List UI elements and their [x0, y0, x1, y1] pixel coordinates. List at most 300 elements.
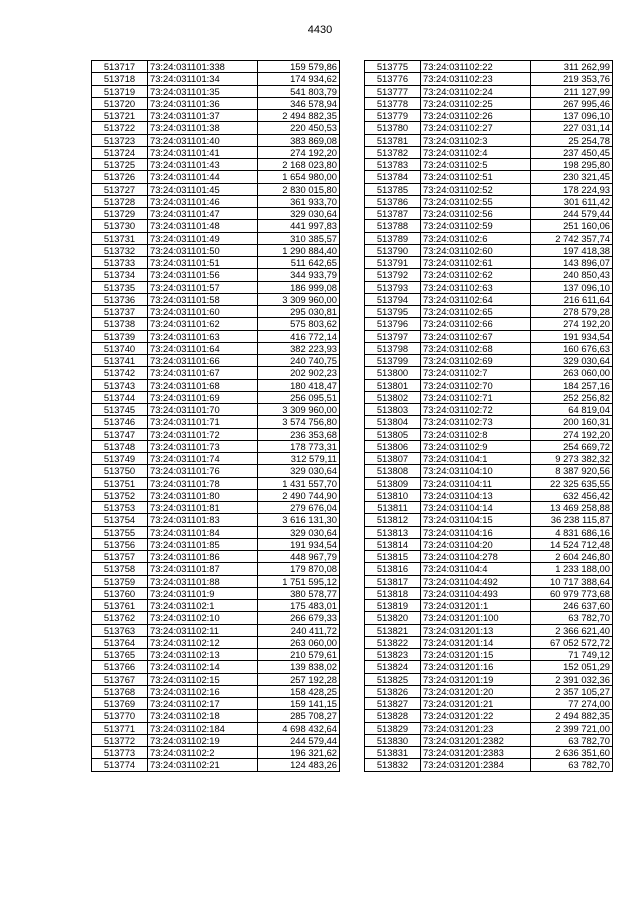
cadastral-number-cell: 73:24:031104:16 [421, 526, 531, 538]
table-row [92, 208, 340, 220]
cadastral-number-cell: 73:24:031101:38 [148, 122, 258, 134]
cadastral-value-cell: 159 579,86 [258, 61, 340, 73]
table-row [365, 526, 613, 538]
table-row [365, 342, 613, 354]
table-row [92, 391, 340, 403]
cadastral-number-cell: 73:24:031102:59 [421, 220, 531, 232]
record-number-cell: 513782 [365, 146, 421, 158]
table-row [92, 453, 340, 465]
cadastral-number-cell: 73:24:031102:27 [421, 122, 531, 134]
cadastral-value-cell: 77 274,00 [531, 698, 613, 710]
table-row [92, 97, 340, 109]
cadastral-number-cell: 73:24:031201:19 [421, 673, 531, 685]
cadastral-number-cell: 73:24:031102:11 [148, 624, 258, 636]
cadastral-number-cell: 73:24:031101:40 [148, 134, 258, 146]
cadastral-number-cell: 73:24:031102:63 [421, 281, 531, 293]
cadastral-number-cell: 73:24:031101:72 [148, 428, 258, 440]
cadastral-number-cell: 73:24:031102:72 [421, 404, 531, 416]
cadastral-value-cell: 240 740,75 [258, 355, 340, 367]
cadastral-value-cell: 2 366 621,40 [531, 624, 613, 636]
record-number-cell: 513797 [365, 330, 421, 342]
cadastral-number-cell: 73:24:031101:56 [148, 269, 258, 281]
table-row [365, 514, 613, 526]
record-number-cell: 513787 [365, 208, 421, 220]
table-row [365, 269, 613, 281]
cadastral-value-cell: 175 483,01 [258, 600, 340, 612]
cadastral-value-cell: 143 896,07 [531, 257, 613, 269]
cadastral-number-cell: 73:24:031102:13 [148, 649, 258, 661]
cadastral-value-cell: 160 676,63 [531, 342, 613, 354]
cadastral-value-cell: 63 782,70 [531, 734, 613, 746]
record-number-cell: 513770 [92, 710, 148, 722]
table-row [365, 661, 613, 673]
record-number-cell: 513814 [365, 538, 421, 550]
cadastral-value-cell: 274 192,20 [531, 318, 613, 330]
table-row [92, 342, 340, 354]
cadastral-value-cell: 2 357 105,27 [531, 685, 613, 697]
cadastral-value-cell: 2 636 351,60 [531, 747, 613, 759]
table-row [92, 600, 340, 612]
record-number-cell: 513789 [365, 232, 421, 244]
cadastral-value-cell: 1 654 980,00 [258, 171, 340, 183]
record-number-cell: 513804 [365, 416, 421, 428]
cadastral-value-cell: 3 574 756,80 [258, 416, 340, 428]
table-row [92, 587, 340, 599]
cadastral-number-cell: 73:24:031102:64 [421, 293, 531, 305]
cadastral-value-cell: 278 579,28 [531, 306, 613, 318]
cadastral-value-cell: 220 450,53 [258, 122, 340, 134]
record-number-cell: 513727 [92, 183, 148, 195]
cadastral-number-cell: 73:24:031102:21 [148, 759, 258, 771]
table-row [365, 404, 613, 416]
cadastral-number-cell: 73:24:031102:24 [421, 85, 531, 97]
cadastral-number-cell: 73:24:031104:20 [421, 538, 531, 550]
cadastral-number-cell: 73:24:031102:51 [421, 171, 531, 183]
record-number-cell: 513750 [92, 465, 148, 477]
table-row [365, 698, 613, 710]
table-row [365, 563, 613, 575]
cadastral-number-cell: 73:24:031101:36 [148, 97, 258, 109]
cadastral-number-cell: 73:24:031101:49 [148, 232, 258, 244]
table-row [92, 440, 340, 452]
cadastral-value-cell: 64 819,04 [531, 404, 613, 416]
cadastral-number-cell: 73:24:031102:3 [421, 134, 531, 146]
table-row [365, 134, 613, 146]
cadastral-number-cell: 73:24:031102:22 [421, 61, 531, 73]
cadastral-number-cell: 73:24:031101:69 [148, 391, 258, 403]
record-number-cell: 513808 [365, 465, 421, 477]
cadastral-number-cell: 73:24:031102:56 [421, 208, 531, 220]
record-number-cell: 513817 [365, 575, 421, 587]
record-number-cell: 513807 [365, 453, 421, 465]
cadastral-number-cell: 73:24:031102:70 [421, 379, 531, 391]
cadastral-number-cell: 73:24:031101:34 [148, 73, 258, 85]
table-row [365, 183, 613, 195]
cadastral-value-cell: 257 192,28 [258, 673, 340, 685]
record-number-cell: 513768 [92, 685, 148, 697]
table-row [365, 244, 613, 256]
cadastral-value-cell: 380 578,77 [258, 587, 340, 599]
record-number-cell: 513776 [365, 73, 421, 85]
cadastral-value-cell: 230 321,45 [531, 171, 613, 183]
cadastral-value-cell: 10 717 388,64 [531, 575, 613, 587]
table-row [365, 97, 613, 109]
cadastral-value-cell: 1 751 595,12 [258, 575, 340, 587]
record-number-cell: 513811 [365, 502, 421, 514]
table-row [365, 85, 613, 97]
record-number-cell: 513741 [92, 355, 148, 367]
record-number-cell: 513815 [365, 551, 421, 563]
cadastral-number-cell: 73:24:031101:60 [148, 306, 258, 318]
table-row [92, 355, 340, 367]
cadastral-number-cell: 73:24:031102:14 [148, 661, 258, 673]
cadastral-number-cell: 73:24:031101:9 [148, 587, 258, 599]
cadastral-number-cell: 73:24:031102:71 [421, 391, 531, 403]
cadastral-value-cell: 2 494 882,35 [258, 110, 340, 122]
cadastral-value-cell: 2 399 721,00 [531, 722, 613, 734]
table-row [92, 624, 340, 636]
cadastral-number-cell: 73:24:031102:26 [421, 110, 531, 122]
cadastral-value-cell: 8 387 920,56 [531, 465, 613, 477]
table-row [365, 146, 613, 158]
cadastral-number-cell: 73:24:031201:13 [421, 624, 531, 636]
record-number-cell: 513728 [92, 195, 148, 207]
table-row [92, 244, 340, 256]
cadastral-value-cell: 329 030,64 [258, 526, 340, 538]
table-row [365, 636, 613, 648]
cadastral-value-cell: 186 999,08 [258, 281, 340, 293]
table-row [365, 208, 613, 220]
table-row [365, 73, 613, 85]
cadastral-number-cell: 73:24:031201:100 [421, 612, 531, 624]
table-row [92, 73, 340, 85]
cadastral-value-cell: 216 611,64 [531, 293, 613, 305]
cadastral-value-cell: 448 967,79 [258, 551, 340, 563]
cadastral-value-cell: 2 490 744,90 [258, 489, 340, 501]
cadastral-number-cell: 73:24:031101:71 [148, 416, 258, 428]
table-row [92, 367, 340, 379]
record-number-cell: 513730 [92, 220, 148, 232]
cadastral-value-cell: 361 933,70 [258, 195, 340, 207]
cadastral-value-cell: 254 669,72 [531, 440, 613, 452]
cadastral-value-cell: 36 238 115,87 [531, 514, 613, 526]
record-number-cell: 513798 [365, 342, 421, 354]
cadastral-value-cell: 2 742 357,74 [531, 232, 613, 244]
cadastral-value-cell: 344 933,79 [258, 269, 340, 281]
table-row [365, 61, 613, 73]
cadastral-number-cell: 73:24:031201:14 [421, 636, 531, 648]
table-row [92, 575, 340, 587]
cadastral-number-cell: 73:24:031101:81 [148, 502, 258, 514]
record-number-cell: 513724 [92, 146, 148, 158]
record-number-cell: 513719 [92, 85, 148, 97]
record-number-cell: 513720 [92, 97, 148, 109]
cadastral-number-cell: 73:24:031102:6 [421, 232, 531, 244]
table-row [365, 722, 613, 734]
cadastral-value-cell: 63 782,70 [531, 759, 613, 771]
cadastral-value-cell: 202 902,23 [258, 367, 340, 379]
table-row [92, 159, 340, 171]
record-number-cell: 513758 [92, 563, 148, 575]
table-row [365, 416, 613, 428]
cadastral-number-cell: 73:24:031102:4 [421, 146, 531, 158]
record-number-cell: 513755 [92, 526, 148, 538]
table-row [92, 122, 340, 134]
cadastral-value-cell: 137 096,10 [531, 281, 613, 293]
record-number-cell: 513786 [365, 195, 421, 207]
cadastral-value-cell: 2 604 246,80 [531, 551, 613, 563]
record-number-cell: 513722 [92, 122, 148, 134]
table-row [92, 146, 340, 158]
table-row [365, 575, 613, 587]
table-row [92, 477, 340, 489]
cadastral-number-cell: 73:24:031104:492 [421, 575, 531, 587]
record-number-cell: 513735 [92, 281, 148, 293]
record-number-cell: 513747 [92, 428, 148, 440]
cadastral-number-cell: 73:24:031102:17 [148, 698, 258, 710]
table-row [365, 122, 613, 134]
table-row [92, 502, 340, 514]
cadastral-number-cell: 73:24:031101:44 [148, 171, 258, 183]
cadastral-number-cell: 73:24:031102:60 [421, 244, 531, 256]
cadastral-value-cell: 329 030,64 [258, 208, 340, 220]
table-row [92, 698, 340, 710]
cadastral-number-cell: 73:24:031201:2382 [421, 734, 531, 746]
record-number-cell: 513827 [365, 698, 421, 710]
cadastral-value-cell: 178 773,31 [258, 440, 340, 452]
cadastral-value-cell: 197 418,38 [531, 244, 613, 256]
cadastral-number-cell: 73:24:031104:1 [421, 453, 531, 465]
cadastral-number-cell: 73:24:031101:50 [148, 244, 258, 256]
table-row [92, 269, 340, 281]
record-number-cell: 513753 [92, 502, 148, 514]
table-row [365, 453, 613, 465]
table-row [92, 465, 340, 477]
table-row [92, 330, 340, 342]
record-number-cell: 513774 [92, 759, 148, 771]
table-row [92, 526, 340, 538]
cadastral-value-cell: 3 309 960,00 [258, 293, 340, 305]
cadastral-number-cell: 73:24:031102:73 [421, 416, 531, 428]
cadastral-value-cell: 541 803,79 [258, 85, 340, 97]
cadastral-value-cell: 14 524 712,48 [531, 538, 613, 550]
record-number-cell: 513743 [92, 379, 148, 391]
record-number-cell: 513773 [92, 747, 148, 759]
record-number-cell: 513734 [92, 269, 148, 281]
cadastral-number-cell: 73:24:031101:63 [148, 330, 258, 342]
table-row [365, 257, 613, 269]
table-row [365, 379, 613, 391]
record-number-cell: 513748 [92, 440, 148, 452]
record-number-cell: 513794 [365, 293, 421, 305]
cadastral-number-cell: 73:24:031101:78 [148, 477, 258, 489]
cadastral-number-cell: 73:24:031102:25 [421, 97, 531, 109]
cadastral-value-cell: 251 160,06 [531, 220, 613, 232]
table-row [92, 134, 340, 146]
record-number-cell: 513823 [365, 649, 421, 661]
cadastral-number-cell: 73:24:031101:87 [148, 563, 258, 575]
cadastral-value-cell: 13 469 258,88 [531, 502, 613, 514]
table-row [365, 465, 613, 477]
cadastral-value-cell: 191 934,54 [258, 538, 340, 550]
cadastral-value-cell: 632 456,42 [531, 489, 613, 501]
cadastral-value-cell: 236 353,68 [258, 428, 340, 440]
record-number-cell: 513756 [92, 538, 148, 550]
cadastral-value-cell: 152 051,29 [531, 661, 613, 673]
record-number-cell: 513772 [92, 734, 148, 746]
cadastral-value-cell: 191 934,54 [531, 330, 613, 342]
cadastral-value-cell: 575 803,62 [258, 318, 340, 330]
table-row [365, 747, 613, 759]
cadastral-number-cell: 73:24:031101:51 [148, 257, 258, 269]
table-row [365, 502, 613, 514]
record-number-cell: 513790 [365, 244, 421, 256]
cadastral-number-cell: 73:24:031101:85 [148, 538, 258, 550]
table-row [365, 551, 613, 563]
table-row [92, 61, 340, 73]
cadastral-value-cell: 266 679,33 [258, 612, 340, 624]
cadastral-number-cell: 73:24:031101:64 [148, 342, 258, 354]
cadastral-number-cell: 73:24:031102:67 [421, 330, 531, 342]
cadastral-value-cell: 2 830 015,80 [258, 183, 340, 195]
record-number-cell: 513805 [365, 428, 421, 440]
cadastral-value-cell: 246 637,60 [531, 600, 613, 612]
cadastral-value-cell: 22 325 635,55 [531, 477, 613, 489]
cadastral-number-cell: 73:24:031101:80 [148, 489, 258, 501]
cadastral-value-cell: 4 698 432,64 [258, 722, 340, 734]
cadastral-value-cell: 200 160,31 [531, 416, 613, 428]
cadastral-value-cell: 124 483,26 [258, 759, 340, 771]
cadastral-number-cell: 73:24:031101:48 [148, 220, 258, 232]
cadastral-value-cell: 256 095,51 [258, 391, 340, 403]
cadastral-number-cell: 73:24:031201:2384 [421, 759, 531, 771]
cadastral-value-cell: 219 353,76 [531, 73, 613, 85]
cadastral-number-cell: 73:24:031101:88 [148, 575, 258, 587]
record-number-cell: 513767 [92, 673, 148, 685]
record-number-cell: 513763 [92, 624, 148, 636]
cadastral-value-cell: 252 256,82 [531, 391, 613, 403]
cadastral-value-cell: 210 579,61 [258, 649, 340, 661]
record-number-cell: 513721 [92, 110, 148, 122]
record-number-cell: 513816 [365, 563, 421, 575]
cadastral-value-cell: 184 257,16 [531, 379, 613, 391]
table-row [92, 563, 340, 575]
cadastral-number-cell: 73:24:031201:2383 [421, 747, 531, 759]
record-number-cell: 513759 [92, 575, 148, 587]
cadastral-value-cell: 383 869,08 [258, 134, 340, 146]
table-row [92, 293, 340, 305]
cadastral-number-cell: 73:24:031201:1 [421, 600, 531, 612]
cadastral-value-cell: 274 192,20 [531, 428, 613, 440]
table-row [365, 759, 613, 771]
record-number-cell: 513754 [92, 514, 148, 526]
cadastral-number-cell: 73:24:031101:70 [148, 404, 258, 416]
record-number-cell: 513733 [92, 257, 148, 269]
cadastral-number-cell: 73:24:031104:13 [421, 489, 531, 501]
table-row [92, 673, 340, 685]
cadastral-value-cell: 25 254,78 [531, 134, 613, 146]
table-row [365, 281, 613, 293]
cadastral-number-cell: 73:24:031102:68 [421, 342, 531, 354]
record-number-cell: 513732 [92, 244, 148, 256]
table-row [365, 367, 613, 379]
cadastral-number-cell: 73:24:031201:22 [421, 710, 531, 722]
table-row [92, 195, 340, 207]
record-number-cell: 513801 [365, 379, 421, 391]
cadastral-number-cell: 73:24:031101:84 [148, 526, 258, 538]
cadastral-value-cell: 63 782,70 [531, 612, 613, 624]
cadastral-value-cell: 3 309 960,00 [258, 404, 340, 416]
cadastral-number-cell: 73:24:031102:15 [148, 673, 258, 685]
cadastral-value-cell: 312 579,11 [258, 453, 340, 465]
record-number-cell: 513764 [92, 636, 148, 648]
table-row [365, 220, 613, 232]
cadastral-number-cell: 73:24:031201:16 [421, 661, 531, 673]
cadastral-number-cell: 73:24:031101:68 [148, 379, 258, 391]
record-number-cell: 513729 [92, 208, 148, 220]
cadastral-number-cell: 73:24:031104:11 [421, 477, 531, 489]
record-number-cell: 513737 [92, 306, 148, 318]
cadastral-value-cell: 196 321,62 [258, 747, 340, 759]
record-number-cell: 513725 [92, 159, 148, 171]
table-row [92, 110, 340, 122]
cadastral-value-cell: 346 578,94 [258, 97, 340, 109]
record-number-cell: 513745 [92, 404, 148, 416]
cadastral-value-cell: 240 411,72 [258, 624, 340, 636]
table-row [365, 330, 613, 342]
cadastral-number-cell: 73:24:031102:184 [148, 722, 258, 734]
table-row [365, 685, 613, 697]
record-number-cell: 513810 [365, 489, 421, 501]
cadastral-value-cell: 159 141,15 [258, 698, 340, 710]
table-row [92, 722, 340, 734]
record-number-cell: 513718 [92, 73, 148, 85]
cadastral-number-cell: 73:24:031101:47 [148, 208, 258, 220]
cadastral-number-cell: 73:24:031102:65 [421, 306, 531, 318]
cadastral-value-cell: 329 030,64 [531, 355, 613, 367]
record-number-cell: 513771 [92, 722, 148, 734]
cadastral-value-cell: 274 192,20 [258, 146, 340, 158]
record-number-cell: 513757 [92, 551, 148, 563]
table-row [92, 538, 340, 550]
table-row [92, 759, 340, 771]
cadastral-number-cell: 73:24:031102:12 [148, 636, 258, 648]
record-number-cell: 513726 [92, 171, 148, 183]
table-row [365, 612, 613, 624]
cadastral-value-cell: 267 995,46 [531, 97, 613, 109]
record-number-cell: 513828 [365, 710, 421, 722]
record-number-cell: 513819 [365, 600, 421, 612]
table-row [92, 649, 340, 661]
cadastral-value-cell: 301 611,42 [531, 195, 613, 207]
table-row [92, 416, 340, 428]
cadastral-number-cell: 73:24:031101:74 [148, 453, 258, 465]
table-row [365, 171, 613, 183]
table-row [92, 551, 340, 563]
table-row [365, 428, 613, 440]
record-number-cell: 513765 [92, 649, 148, 661]
cadastral-value-cell: 244 579,44 [531, 208, 613, 220]
table-row [365, 587, 613, 599]
cadastral-value-cell: 198 295,80 [531, 159, 613, 171]
record-number-cell: 513783 [365, 159, 421, 171]
record-number-cell: 513824 [365, 661, 421, 673]
table-row [92, 489, 340, 501]
cadastral-number-cell: 73:24:031102:5 [421, 159, 531, 171]
table-row [92, 636, 340, 648]
cadastral-number-cell: 73:24:031101:62 [148, 318, 258, 330]
table-row [92, 183, 340, 195]
